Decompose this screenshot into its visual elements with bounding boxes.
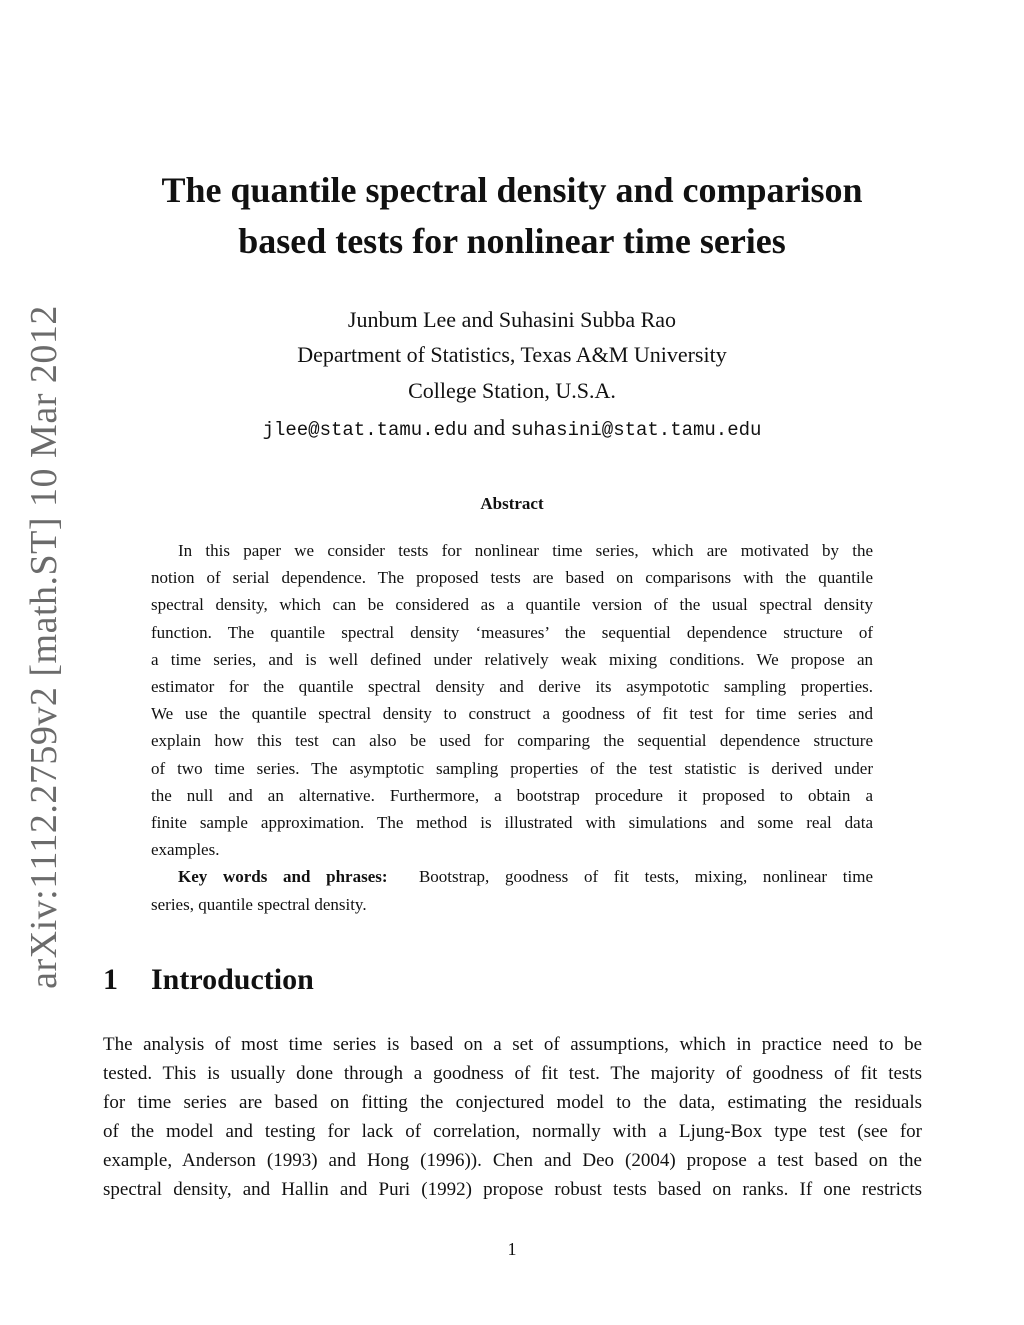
abstract-body: [151, 537, 873, 918]
paper-title-line-2: based tests for nonlinear time series: [238, 221, 786, 261]
intro-line: spectral density, and Hallin and Puri (1992) propose robust tests based on ranks. If one restricts: [103, 1179, 922, 1200]
abstract-line: In this paper we consider tests for nonlinear time series, which are motivated by the: [178, 541, 873, 560]
abstract-line: function. The quantile spectral density ‘measures’ the sequential dependence structure of: [151, 622, 873, 642]
keywords-line-2: series, quantile spectral density.: [151, 894, 367, 914]
email-separator: and: [473, 415, 506, 440]
intro-line: example, Anderson (1993) and Hong (1996)). Chen and Deo (2004) propose a test based on the: [103, 1150, 922, 1171]
section-number: 1: [103, 963, 118, 996]
email-link-2[interactable]: suhasini@stat.tamu.edu: [510, 419, 762, 441]
author-names: Junbum Lee and Suhasini Subba Rao: [347, 307, 677, 332]
paper-title-line-1: The quantile spectral density and comparison: [161, 170, 863, 210]
author-affiliation: Department of Statistics, Texas A&M University: [297, 342, 727, 367]
abstract-line: examples.: [151, 840, 220, 860]
page-number: 1: [507, 1239, 517, 1259]
section-heading-introduction: [103, 963, 314, 997]
abstract-line: finite sample approximation. The method is illustrated with simulations and some real data: [151, 813, 873, 833]
abstract-line: of two time series. The asymptotic sampling properties of the test statistic is derived under: [151, 758, 873, 778]
keywords-text: Bootstrap, goodness of fit tests, mixing, nonlinear time: [418, 867, 873, 887]
email-link-1[interactable]: jlee@stat.tamu.edu: [262, 419, 468, 441]
keywords-label: Key words and phrases:: [178, 867, 388, 887]
abstract-line: notion of serial dependence. The proposed tests are based on comparisons with the quantile: [151, 568, 873, 588]
intro-line: tested. This is usually done through a goodness of fit test. The majority of goodness of fit tests: [103, 1063, 922, 1084]
abstract-line: a time series, and is well defined under relatively weak mixing conditions. We propose an: [151, 649, 873, 669]
intro-line: The analysis of most time series is based on a set of assumptions, which in practice need to be: [103, 1034, 922, 1055]
author-location: College Station, U.S.A.: [408, 378, 616, 403]
intro-line: for time series are based on fitting the conjectured model to the data, estimating the residuals: [103, 1092, 922, 1113]
abstract-heading: Abstract: [480, 494, 544, 513]
author-emails: [0, 410, 1024, 448]
section-title: Introduction: [151, 963, 314, 996]
arxiv-identifier-stamp: arXiv:1112.2759v2 [math.ST] 10 Mar 2012: [23, 305, 65, 989]
keywords-line-1: [151, 863, 873, 890]
intro-line: of the model and testing for lack of correlation, normally with a Ljung-Box type test (see for: [103, 1121, 922, 1142]
abstract-line: explain how this test can also be used for comparing the sequential dependence structure: [151, 731, 873, 751]
abstract-line: We use the quantile spectral density to construct a goodness of fit test for time series and: [151, 704, 873, 724]
abstract-line: spectral density, which can be considered as a quantile version of the usual spectral density: [151, 595, 873, 615]
abstract-line: estimator for the quantile spectral density and derive its asympototic sampling properties.: [151, 677, 873, 697]
abstract-line: the null and an alternative. Furthermore, a bootstrap procedure it proposed to obtain a: [151, 785, 873, 805]
